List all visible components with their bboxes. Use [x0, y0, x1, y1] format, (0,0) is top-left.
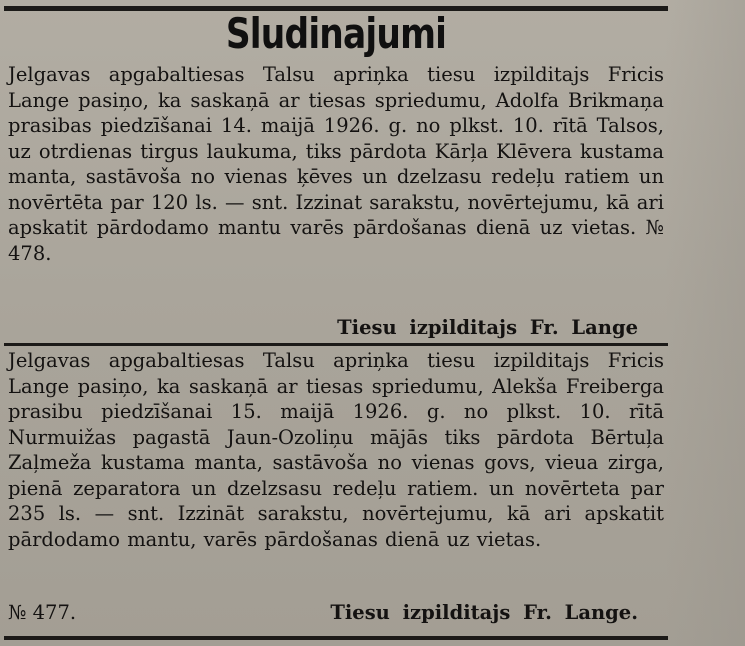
notice-2-body: Jelgavas apgabaltiesas Talsu apriņka tiesu izpilditajs Fricis Lange pasiņo, ka saskaņā ar tiesas spriedumu, Alekša Freiberga prasibu piedzīšanai 15. maijā 1926. g. no plkst. 10. rītā Nurmuižas pagastā Jaun-Ozoliņu mājās tiks pārdota Bērtuļa Zaļmeža kustama manta, sastāvoša no vienas govs, vieua zirga, pienā zeparatora un dzelzsasu redeļu ratiem. un novērteta par 235 ls. — snt. Izzināt sarakstu, novērtejumu, kā ari apskatit pārdodamo mantu, varēs pārdošanas dienā uz vietas. — [8, 349, 664, 551]
notice-2-number: № 477. — [8, 601, 77, 624]
adjacent-column-bleed — [665, 0, 745, 646]
notice-2-signature: Tiesu izpilditajs Fr. Lange. — [330, 601, 638, 624]
notice-divider — [4, 343, 668, 346]
bottom-rule — [4, 636, 668, 640]
notice-1-signature: Tiesu izpilditajs Fr. Lange — [337, 316, 638, 339]
notice-1-body: Jelgavas apgabaltiesas Talsu apriņka tiesu izpilditajs Fricis Lange pasiņo, ka saskaņā ar tiesas spriedumu, Adolfa Brikmaņa prasibas piedzīšanai 14. maijā 1926. g. no plkst. 10. rītā Talsos, uz otrdienas tirgus laukuma, tiks pārdota Kārļa Klēvera kustama manta, sastāvoša no vienas ķēves un dzelzasu redeļu ratiem un novērtēta par 120 ls. — snt. Izzinat sarakstu, novērtejumu, kā ari apskatit pārdodamo mantu varēs pārdošanas dienā uz vietas. № 478. — [8, 63, 664, 265]
notice-2-footer — [8, 600, 638, 626]
section-heading: Sludinajumi — [225, 9, 447, 58]
